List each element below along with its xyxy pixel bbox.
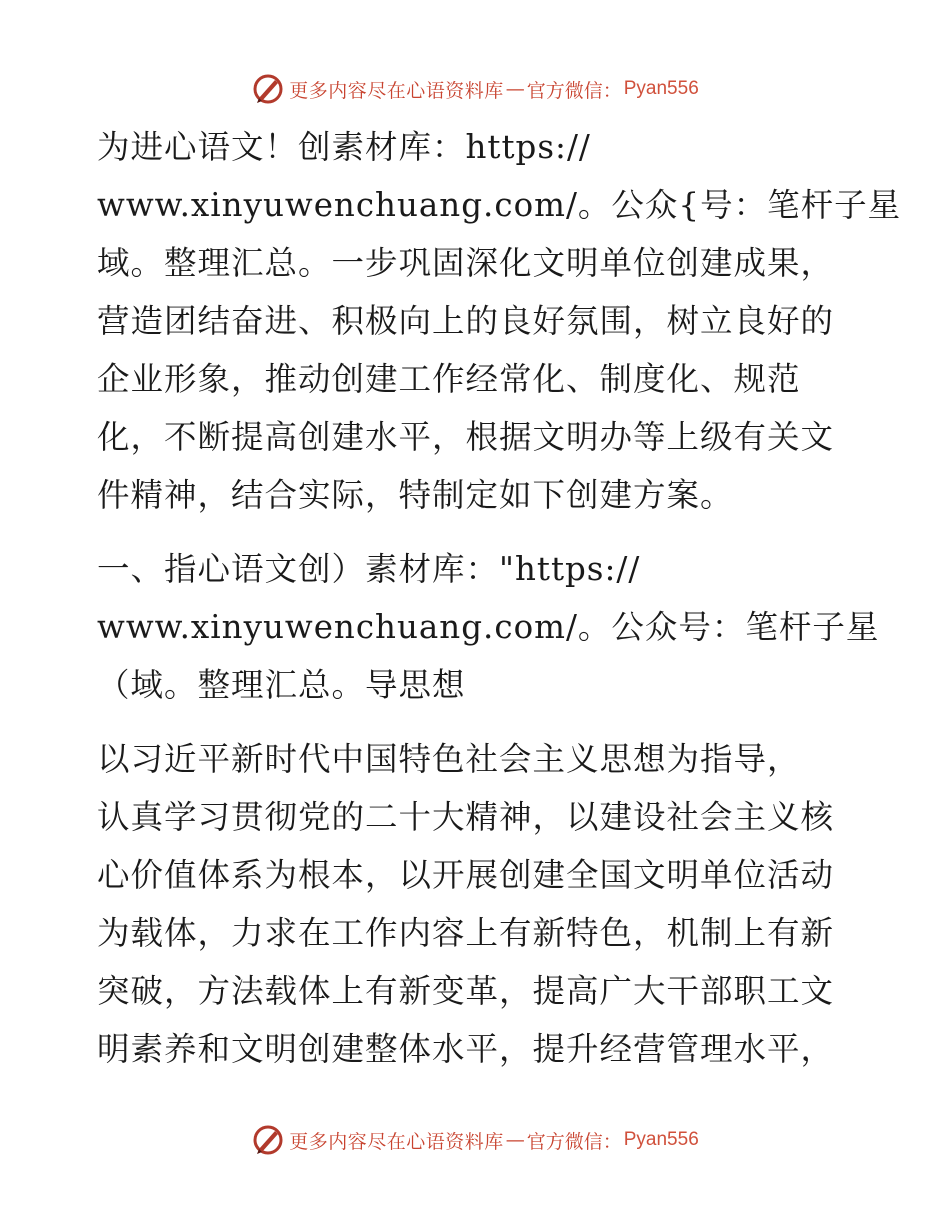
text-line: （域。整理汇总。导思想 (97, 666, 466, 704)
footer-watermark (0, 1120, 950, 1160)
text-line: 企业形象，推动创建工作经常化、制度化、规范 (97, 360, 801, 398)
text-line: 一、指心语文创）素材库："https:// (97, 550, 641, 588)
banner-dash: — (505, 1129, 525, 1151)
paragraph-intro (97, 118, 902, 524)
banner-text: 更多内容尽在心语资料库 (289, 79, 504, 102)
text-line: www.xinyuwenchuang.com/。公众{号：笔杆子星 (97, 186, 902, 224)
text-line: 域。整理汇总。一步巩固深化文明单位创建成果， (97, 244, 835, 282)
text-line: 为载体，力求在工作内容上有新特色，机制上有新 (97, 914, 835, 952)
pen-logo-icon (251, 72, 285, 106)
text-line: 营造团结奋进、积极向上的良好氛围，树立良好的 (97, 302, 835, 340)
text-line: 化，不断提高创建水平，根据文明办等上级有关文 (97, 418, 835, 456)
text-line: 突破，方法载体上有新变革，提高广大干部职工文 (97, 972, 835, 1010)
text-line: 明素养和文明创建整体水平，提升经营管理水平， (97, 1030, 835, 1068)
pen-logo-icon (251, 1123, 285, 1157)
document-body (97, 118, 902, 1078)
text-line: 认真学习贯彻党的二十大精神，以建设社会主义核 (97, 798, 835, 836)
banner-dash: — (505, 78, 525, 100)
text-line: www.xinyuwenchuang.com/。公众号：笔杆子星 (97, 608, 880, 646)
banner-wechat-id: Pyan556 (623, 78, 699, 99)
text-line: 心价值体系为根本，以开展创建全国文明单位活动 (97, 856, 835, 894)
banner-official-label: 官方微信： (526, 1130, 622, 1153)
paragraph-heading-guiding-thought (97, 540, 880, 714)
text-line: 为进心语文！创素材库：https:// (97, 128, 591, 166)
header-watermark (0, 69, 950, 109)
text-line: 以习近平新时代中国特色社会主义思想为指导， (97, 740, 801, 778)
paragraph-guiding-thought-body (97, 730, 857, 1078)
banner-wechat-id: Pyan556 (623, 1129, 699, 1150)
banner-text: 更多内容尽在心语资料库 (289, 1130, 504, 1153)
banner-official-label: 官方微信： (526, 79, 622, 102)
text-line: 件精神，结合实际，特制定如下创建方案。 (97, 476, 734, 514)
